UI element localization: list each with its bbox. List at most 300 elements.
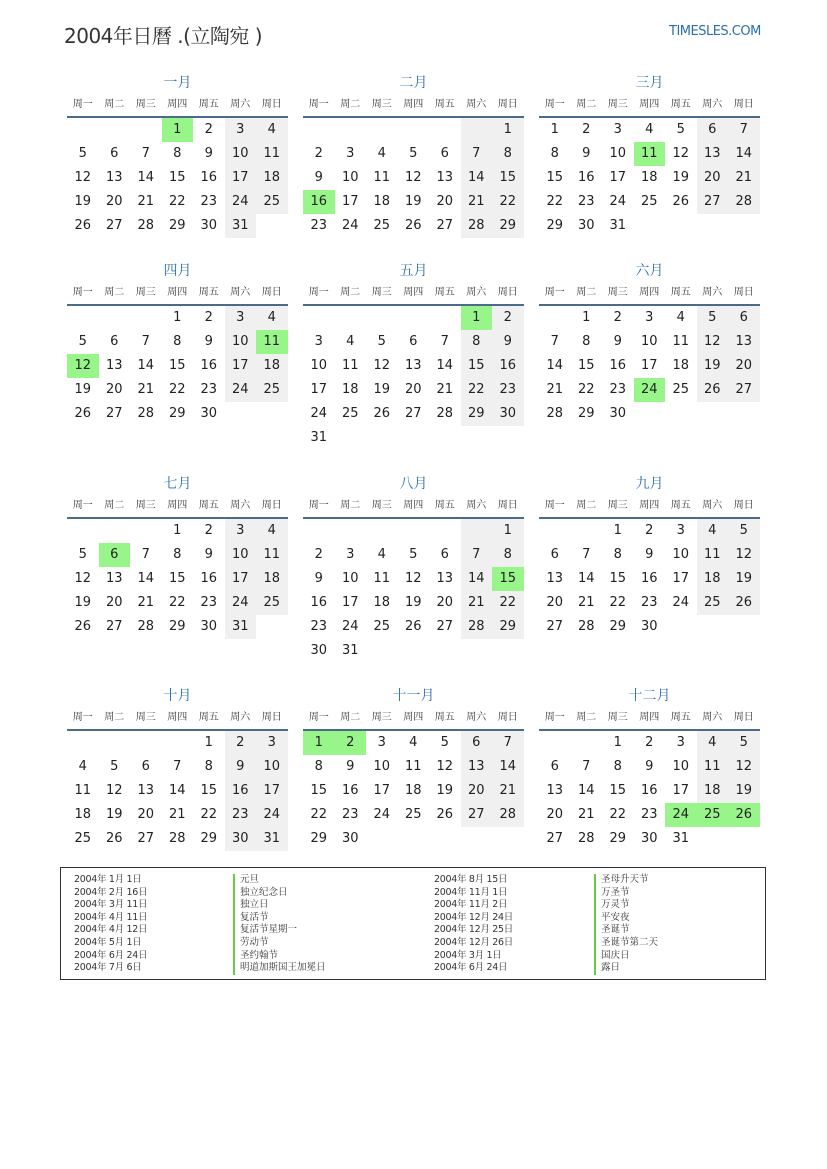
day-cell: 12 — [728, 755, 760, 779]
day-cell: 29 — [200, 831, 218, 846]
holiday-date: 2004年 4月 11日 — [74, 911, 148, 923]
weekday-label: 周一 — [72, 500, 93, 511]
day-cell: 22 — [577, 382, 595, 397]
empty-day-cell — [634, 402, 666, 426]
holiday-name: 独立纪念日 — [233, 887, 288, 900]
weekday-header — [303, 282, 524, 306]
day-cell: 1 — [613, 523, 622, 538]
day-cell: 22 — [546, 194, 564, 209]
month-name: 一月 — [163, 75, 192, 91]
day-cell: 14 — [461, 567, 493, 591]
day-cell: 22 — [168, 194, 186, 209]
weekday-label: 周六 — [230, 99, 251, 110]
day-cell: 11 — [404, 759, 422, 774]
day-cell: 22 — [168, 382, 186, 397]
day-cell: 20 — [105, 194, 123, 209]
day-cell: 25 — [373, 619, 391, 634]
day-cell: 21 — [168, 807, 186, 822]
weekday-label: 周二 — [576, 287, 597, 298]
day-cell: 16 — [310, 595, 328, 610]
day-cell: 17 — [225, 567, 257, 591]
empty-day-cell — [492, 827, 524, 851]
day-cell: 15 — [546, 170, 564, 185]
holiday-name: 圣约翰节 — [233, 950, 278, 963]
site-logo-text[interactable]: TIMESLES.COM — [669, 24, 761, 39]
day-cell: 1 — [550, 122, 559, 137]
empty-day-cell — [99, 118, 131, 142]
day-cell: 30 — [200, 406, 218, 421]
empty-day-cell — [67, 118, 99, 142]
day-cell: 2 — [645, 735, 654, 750]
day-cell: 23 — [609, 382, 627, 397]
day-cell: 18 — [341, 382, 359, 397]
weekday-label: 周二 — [340, 287, 361, 298]
day-cell: 9 — [613, 334, 622, 349]
weekday-label: 周四 — [403, 500, 424, 511]
day-cell: 4 — [697, 731, 729, 755]
holiday-name: 劳动节 — [233, 937, 269, 950]
month-block — [539, 473, 760, 639]
day-cell: 27 — [546, 831, 564, 846]
day-cell: 18 — [256, 354, 288, 378]
day-cell: 5 — [409, 146, 418, 161]
weekday-label: 周六 — [466, 500, 487, 511]
day-cell: 25 — [256, 591, 288, 615]
weekday-header — [67, 707, 288, 731]
day-cell: 4 — [377, 547, 386, 562]
day-cell: 26 — [404, 218, 422, 233]
day-cell: 28 — [137, 406, 155, 421]
day-cell: 26 — [728, 803, 760, 827]
day-cell: 16 — [609, 358, 627, 373]
weekday-header — [67, 495, 288, 519]
empty-day-cell — [335, 118, 367, 142]
weekday-label: 周四 — [167, 287, 188, 298]
holiday-name: 平安夜 — [594, 912, 630, 925]
day-cell: 17 — [341, 194, 359, 209]
day-cell: 10 — [609, 146, 627, 161]
day-cell: 28 — [577, 619, 595, 634]
month-block — [67, 260, 288, 426]
weekday-label: 周三 — [135, 500, 156, 511]
day-cell: 22 — [200, 807, 218, 822]
weekday-header — [303, 707, 524, 731]
month-block — [303, 72, 524, 238]
weekday-label: 周二 — [576, 712, 597, 723]
month-name: 十月 — [163, 688, 192, 704]
weekday-label: 周三 — [371, 99, 392, 110]
day-cell: 16 — [200, 358, 218, 373]
day-cell: 11 — [373, 571, 391, 586]
day-cell: 1 — [204, 735, 213, 750]
empty-day-cell — [665, 402, 697, 426]
empty-day-cell — [335, 306, 367, 330]
weekday-label: 周二 — [104, 99, 125, 110]
empty-day-cell — [665, 615, 697, 639]
day-cell: 20 — [436, 595, 454, 610]
day-cell: 27 — [137, 831, 155, 846]
day-cell: 29 — [609, 619, 627, 634]
day-cell: 15 — [200, 783, 218, 798]
day-cell: 24 — [341, 619, 359, 634]
day-cell: 14 — [577, 783, 595, 798]
day-cell: 19 — [672, 170, 690, 185]
day-cell: 25 — [697, 591, 729, 615]
day-cell: 27 — [436, 619, 454, 634]
weekday-label: 周日 — [497, 712, 518, 723]
weekday-label: 周五 — [670, 287, 691, 298]
day-cell: 18 — [697, 779, 729, 803]
day-cell: 9 — [645, 759, 654, 774]
holiday-legend — [60, 867, 766, 980]
weekday-label: 周五 — [434, 99, 455, 110]
day-cell: 14 — [492, 755, 524, 779]
weekday-label: 周五 — [670, 500, 691, 511]
day-cell: 21 — [436, 382, 454, 397]
day-cell: 10 — [373, 759, 391, 774]
day-cell: 19 — [105, 807, 123, 822]
day-cell: 2 — [225, 731, 257, 755]
month-block — [67, 72, 288, 238]
weekday-label: 周四 — [639, 712, 660, 723]
day-cell: 6 — [550, 759, 559, 774]
day-cell: 12 — [404, 571, 422, 586]
empty-day-cell — [634, 214, 666, 238]
month-block — [539, 72, 760, 238]
day-cell: 5 — [78, 146, 87, 161]
weekday-label: 周一 — [544, 99, 565, 110]
day-cell: 2 — [204, 310, 213, 325]
day-cell: 3 — [256, 731, 288, 755]
day-cell: 19 — [404, 194, 422, 209]
day-cell: 28 — [137, 619, 155, 634]
day-cell: 12 — [697, 330, 729, 354]
day-cell: 23 — [200, 595, 218, 610]
month-name: 三月 — [635, 75, 664, 91]
day-cell: 10 — [341, 170, 359, 185]
day-cell: 15 — [168, 571, 186, 586]
weekday-label: 周一 — [308, 287, 329, 298]
empty-day-cell — [130, 118, 162, 142]
day-cell: 29 — [492, 214, 524, 238]
day-cell: 14 — [137, 358, 155, 373]
weekday-label: 周一 — [544, 712, 565, 723]
empty-day-cell — [256, 402, 288, 426]
holiday-date: 2004年 3月 11日 — [74, 899, 148, 911]
day-cell: 3 — [225, 306, 257, 330]
day-cell: 6 — [440, 547, 449, 562]
day-cell: 21 — [461, 591, 493, 615]
weekday-label: 周二 — [104, 287, 125, 298]
day-cell: 29 — [546, 218, 564, 233]
weekday-header — [67, 94, 288, 118]
day-cell: 28 — [461, 214, 493, 238]
day-cell: 8 — [550, 146, 559, 161]
day-cell: 23 — [577, 194, 595, 209]
day-cell: 25 — [697, 803, 729, 827]
day-cell: 18 — [74, 807, 92, 822]
day-cell: 12 — [404, 170, 422, 185]
empty-day-cell — [728, 827, 760, 851]
day-cell: 24 — [373, 807, 391, 822]
weekday-label: 周日 — [497, 99, 518, 110]
day-cell: 10 — [341, 571, 359, 586]
holiday-date: 2004年 7月 6日 — [74, 962, 142, 974]
month-name: 十二月 — [628, 688, 671, 704]
day-grid — [303, 519, 524, 663]
day-cell: 9 — [346, 759, 355, 774]
empty-day-cell — [303, 118, 335, 142]
day-cell: 7 — [728, 118, 760, 142]
empty-day-cell — [67, 306, 99, 330]
month-name: 八月 — [399, 476, 428, 492]
day-cell: 8 — [492, 543, 524, 567]
empty-day-cell — [461, 426, 493, 450]
day-cell: 8 — [173, 334, 182, 349]
holiday-name: 元旦 — [233, 874, 259, 887]
day-cell: 27 — [105, 406, 123, 421]
day-cell: 6 — [409, 334, 418, 349]
day-cell: 5 — [110, 759, 119, 774]
day-cell: 2 — [204, 122, 213, 137]
day-cell: 7 — [461, 543, 493, 567]
day-cell: 1 — [173, 310, 182, 325]
day-cell: 18 — [373, 194, 391, 209]
day-cell: 12 — [74, 170, 92, 185]
day-cell: 15 — [609, 571, 627, 586]
weekday-header — [539, 495, 760, 519]
day-cell: 5 — [409, 547, 418, 562]
day-cell: 13 — [404, 358, 422, 373]
day-cell: 11 — [256, 330, 288, 354]
day-cell: 16 — [640, 571, 658, 586]
empty-day-cell — [492, 639, 524, 663]
empty-day-cell — [571, 519, 603, 543]
empty-day-cell — [130, 731, 162, 755]
day-cell: 24 — [609, 194, 627, 209]
weekday-label: 周五 — [198, 500, 219, 511]
day-cell: 21 — [492, 779, 524, 803]
day-cell: 9 — [492, 330, 524, 354]
day-cell: 6 — [697, 118, 729, 142]
empty-day-cell — [366, 827, 398, 851]
day-cell: 15 — [609, 783, 627, 798]
weekday-label: 周五 — [434, 712, 455, 723]
empty-day-cell — [697, 615, 729, 639]
weekday-label: 周日 — [733, 287, 754, 298]
day-cell: 19 — [404, 595, 422, 610]
day-cell: 6 — [99, 543, 131, 567]
day-grid — [67, 306, 288, 426]
day-cell: 18 — [697, 567, 729, 591]
day-cell: 5 — [78, 547, 87, 562]
month-name: 九月 — [635, 476, 664, 492]
weekday-label: 周四 — [639, 287, 660, 298]
day-cell: 18 — [256, 166, 288, 190]
day-cell: 1 — [582, 310, 591, 325]
day-cell: 9 — [204, 334, 213, 349]
day-cell: 15 — [461, 354, 493, 378]
weekday-header — [539, 282, 760, 306]
day-cell: 26 — [697, 378, 729, 402]
day-cell: 13 — [461, 755, 493, 779]
weekday-label: 周六 — [702, 500, 723, 511]
day-grid — [67, 731, 288, 851]
holiday-name: 露日 — [594, 962, 620, 975]
month-name: 四月 — [163, 263, 192, 279]
day-cell: 6 — [728, 306, 760, 330]
day-cell: 21 — [728, 166, 760, 190]
day-cell: 4 — [409, 735, 418, 750]
weekday-label: 周二 — [576, 500, 597, 511]
day-cell: 6 — [550, 547, 559, 562]
day-cell: 15 — [168, 170, 186, 185]
day-cell: 29 — [492, 615, 524, 639]
empty-day-cell — [398, 519, 430, 543]
month-block — [67, 473, 288, 639]
day-cell: 25 — [672, 382, 690, 397]
day-cell: 7 — [550, 334, 559, 349]
empty-day-cell — [728, 402, 760, 426]
day-cell: 4 — [256, 306, 288, 330]
empty-day-cell — [99, 306, 131, 330]
day-cell: 11 — [256, 142, 288, 166]
holiday-date: 2004年 2月 16日 — [74, 886, 148, 898]
day-cell: 30 — [640, 831, 658, 846]
day-cell: 13 — [105, 170, 123, 185]
empty-day-cell — [539, 306, 571, 330]
day-cell: 17 — [225, 354, 257, 378]
day-cell: 26 — [436, 807, 454, 822]
weekday-header — [303, 94, 524, 118]
day-cell: 9 — [225, 755, 257, 779]
empty-day-cell — [728, 615, 760, 639]
day-cell: 14 — [168, 783, 186, 798]
day-cell: 22 — [492, 591, 524, 615]
day-cell: 5 — [676, 122, 685, 137]
day-cell: 3 — [225, 118, 257, 142]
holiday-date: 2004年 12月 25日 — [434, 924, 513, 936]
day-cell: 2 — [645, 523, 654, 538]
day-cell: 25 — [640, 194, 658, 209]
weekday-label: 周六 — [702, 99, 723, 110]
day-cell: 9 — [204, 146, 213, 161]
weekday-label: 周五 — [434, 500, 455, 511]
weekday-label: 周四 — [167, 712, 188, 723]
day-cell: 25 — [373, 218, 391, 233]
day-cell: 26 — [404, 619, 422, 634]
day-cell: 25 — [341, 406, 359, 421]
day-cell: 14 — [728, 142, 760, 166]
month-block — [67, 685, 288, 851]
day-cell: 29 — [168, 406, 186, 421]
day-cell: 24 — [225, 378, 257, 402]
day-cell: 11 — [672, 334, 690, 349]
weekday-label: 周二 — [104, 500, 125, 511]
empty-day-cell — [461, 118, 493, 142]
day-cell: 12 — [105, 783, 123, 798]
day-cell: 22 — [609, 807, 627, 822]
day-cell: 13 — [546, 783, 564, 798]
day-cell: 28 — [436, 406, 454, 421]
day-cell: 16 — [341, 783, 359, 798]
day-cell: 5 — [728, 519, 760, 543]
day-cell: 6 — [141, 759, 150, 774]
day-cell: 23 — [640, 595, 658, 610]
holiday-date: 2004年 6月 24日 — [434, 962, 508, 974]
day-cell: 4 — [697, 519, 729, 543]
day-cell: 28 — [546, 406, 564, 421]
weekday-label: 周日 — [733, 712, 754, 723]
month-name: 七月 — [163, 476, 192, 492]
day-cell: 30 — [640, 619, 658, 634]
day-cell: 10 — [672, 547, 690, 562]
day-cell: 1 — [461, 306, 493, 330]
month-name: 六月 — [635, 263, 664, 279]
day-cell: 8 — [173, 547, 182, 562]
day-cell: 20 — [728, 354, 760, 378]
month-block — [303, 473, 524, 663]
day-cell: 12 — [436, 759, 454, 774]
day-cell: 16 — [303, 190, 335, 214]
day-cell: 19 — [436, 783, 454, 798]
day-cell: 31 — [225, 615, 257, 639]
day-cell: 11 — [697, 755, 729, 779]
day-cell: 19 — [728, 567, 760, 591]
day-cell: 22 — [168, 595, 186, 610]
day-cell: 14 — [577, 571, 595, 586]
holiday-name: 国庆日 — [594, 950, 630, 963]
day-cell: 2 — [613, 310, 622, 325]
day-cell: 24 — [225, 591, 257, 615]
day-cell: 7 — [440, 334, 449, 349]
weekday-label: 周二 — [340, 500, 361, 511]
day-cell: 3 — [613, 122, 622, 137]
day-cell: 20 — [105, 595, 123, 610]
day-cell: 25 — [256, 378, 288, 402]
day-grid — [303, 118, 524, 238]
day-cell: 23 — [310, 218, 328, 233]
day-cell: 23 — [341, 807, 359, 822]
day-cell: 5 — [377, 334, 386, 349]
day-cell: 30 — [200, 218, 218, 233]
day-cell: 9 — [582, 146, 591, 161]
day-grid — [539, 519, 760, 639]
day-cell: 28 — [137, 218, 155, 233]
day-cell: 29 — [577, 406, 595, 421]
weekday-label: 周四 — [167, 500, 188, 511]
day-cell: 10 — [225, 330, 257, 354]
day-cell: 19 — [728, 779, 760, 803]
day-cell: 20 — [546, 807, 564, 822]
weekday-label: 周五 — [434, 287, 455, 298]
weekday-label: 周四 — [403, 712, 424, 723]
day-cell: 16 — [200, 170, 218, 185]
weekday-label: 周三 — [135, 712, 156, 723]
day-cell: 31 — [609, 218, 627, 233]
day-cell: 15 — [492, 567, 524, 591]
day-cell: 9 — [314, 571, 323, 586]
day-cell: 28 — [461, 615, 493, 639]
day-cell: 29 — [168, 619, 186, 634]
day-cell: 5 — [728, 731, 760, 755]
empty-day-cell — [429, 519, 461, 543]
day-cell: 28 — [168, 831, 186, 846]
day-cell: 1 — [492, 519, 524, 543]
weekday-label: 周三 — [135, 99, 156, 110]
day-cell: 7 — [582, 547, 591, 562]
day-cell: 18 — [640, 170, 658, 185]
